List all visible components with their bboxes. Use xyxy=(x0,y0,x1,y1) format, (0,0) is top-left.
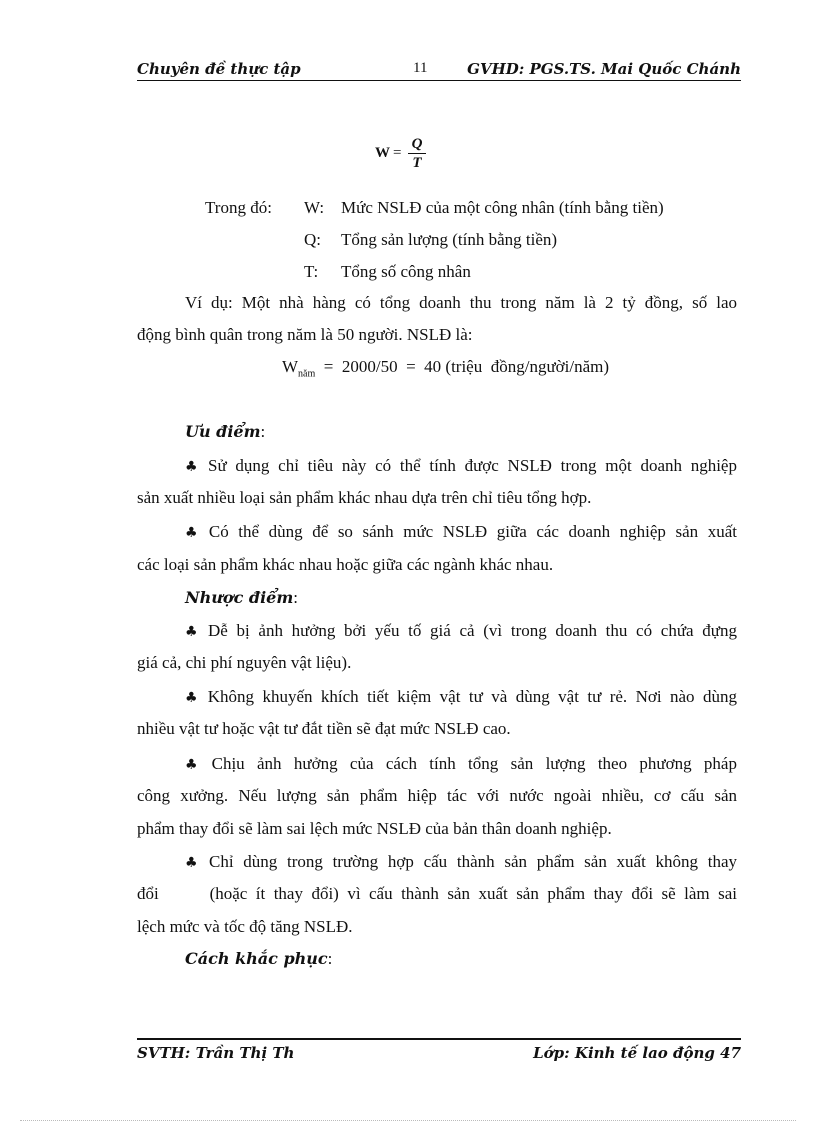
advantage-2-line-1 xyxy=(185,522,737,542)
advantage-2-line-2: các loại sản phẩm khác nhau hoặc giữa các ngành khác nhau. xyxy=(137,555,554,574)
advantage-1-line-1 xyxy=(185,456,737,476)
calc-subscript: năm xyxy=(298,368,316,380)
disadvantage-3-line-1 xyxy=(185,754,737,774)
disadvantage-2-line-2: nhiều vật tư hoặc vật tư đắt tiền sẽ đạt mức NSLĐ cao. xyxy=(137,719,511,738)
remedy-title: Cách khắc phục xyxy=(185,949,328,968)
disadvantage-1-line-1 xyxy=(185,621,737,641)
definition-text-w: Mức NSLĐ của một công nhân (tính bằng tiền) xyxy=(341,198,664,217)
calc-symbol: W xyxy=(282,357,299,376)
disadvantages-heading xyxy=(185,588,298,608)
advantage-1-text: Sử dụng chỉ tiêu này có thể tính được NSLĐ trong một doanh nghiệp xyxy=(208,456,737,475)
header-report-title: Chuyên đề thực tập xyxy=(137,60,301,78)
club-bullet-icon: ♣ xyxy=(185,855,204,871)
club-bullet-icon: ♣ xyxy=(185,459,203,475)
page-footer xyxy=(137,1038,741,1062)
disadvantage-4-line-2: đổi (hoặc ít thay đổi) vì cấu thành sản xuất sản phẩm thay đổi sẽ làm sai xyxy=(137,884,737,903)
fraction-bar xyxy=(408,153,426,154)
page-number: 11 xyxy=(413,60,428,76)
calc-expression: = 2000/50 = 40 (triệu đồng/người/năm) xyxy=(315,357,610,376)
formula-equals: = xyxy=(393,145,402,161)
advantages-colon: : xyxy=(260,422,266,441)
page-bottom-border xyxy=(20,1120,796,1121)
definition-symbol-q: Q: xyxy=(304,230,321,249)
club-bullet-icon: ♣ xyxy=(185,525,203,541)
definition-text-q: Tổng sản lượng (tính bằng tiền) xyxy=(341,230,558,249)
definition-text-t: Tổng số công nhân xyxy=(341,262,471,281)
club-bullet-icon: ♣ xyxy=(185,690,202,706)
advantages-heading xyxy=(185,422,265,442)
remedy-colon: : xyxy=(327,949,333,968)
disadvantage-3-line-2: công xưởng. Nếu lượng sản phẩm hiệp tác với nước ngoài nhiều, cơ cấu sản xyxy=(137,786,737,805)
formula-denominator: T xyxy=(412,155,422,171)
footer-rule xyxy=(137,1038,741,1040)
disadvantage-3-line-3: phẩm thay đổi sẽ làm sai lệch mức NSLĐ của bản thân doanh nghiệp. xyxy=(137,819,612,838)
page-header xyxy=(137,60,741,82)
disadvantage-2-text: Không khuyến khích tiết kiệm vật tư và dùng vật tư rẻ. Nơi nào dùng xyxy=(207,687,737,706)
example-line-1: Ví dụ: Một nhà hàng có tổng doanh thu trong năm là 2 tỷ đồng, số lao xyxy=(185,293,737,312)
formula-lhs: W xyxy=(375,145,390,161)
disadvantages-colon: : xyxy=(293,588,298,607)
definitions-intro: Trong đó: xyxy=(205,198,272,217)
advantage-2-text: Có thể dùng để so sánh mức NSLĐ giữa các doanh nghiệp sản xuất xyxy=(208,522,737,541)
disadvantage-4-line-1 xyxy=(185,852,737,872)
formula-fraction xyxy=(408,136,426,171)
club-bullet-icon: ♣ xyxy=(185,624,202,640)
header-supervisor: GVHD: PGS.TS. Mai Quốc Chánh xyxy=(467,60,741,78)
definition-symbol-t: T: xyxy=(304,262,319,281)
header-rule xyxy=(137,80,741,81)
disadvantage-1-line-2: giá cả, chi phí nguyên vật liệu). xyxy=(137,653,352,672)
remedy-heading xyxy=(185,949,332,969)
disadvantage-2-line-1 xyxy=(185,687,737,707)
disadvantage-4-text: Chỉ dùng trong trường hợp cấu thành sản phẩm sản xuất không thay xyxy=(209,852,737,871)
example-calculation xyxy=(282,357,609,379)
footer-class: Lớp: Kinh tế lao động 47 xyxy=(533,1044,741,1062)
disadvantages-title: Nhược điểm xyxy=(185,588,294,607)
formula-numerator: Q xyxy=(411,136,423,152)
club-bullet-icon: ♣ xyxy=(185,757,206,773)
example-line-2: động bình quân trong năm là 50 người. NSLĐ là: xyxy=(137,325,473,344)
advantages-title: Ưu điểm xyxy=(185,422,261,441)
disadvantage-4-line-3: lệch mức và tốc độ tăng NSLĐ. xyxy=(137,917,353,936)
disadvantage-3-text: Chịu ảnh hưởng của cách tính tổng sản lượng theo phương pháp xyxy=(211,754,737,773)
disadvantage-1-text: Dễ bị ảnh hưởng bởi yếu tố giá cả (vì trong doanh thu có chứa đựng xyxy=(207,621,737,640)
footer-student: SVTH: Trần Thị Th xyxy=(137,1044,295,1062)
advantage-1-line-2: sản xuất nhiều loại sản phẩm khác nhau dựa trên chỉ tiêu tổng hợp. xyxy=(137,488,592,507)
definition-symbol-w: W: xyxy=(304,198,325,217)
